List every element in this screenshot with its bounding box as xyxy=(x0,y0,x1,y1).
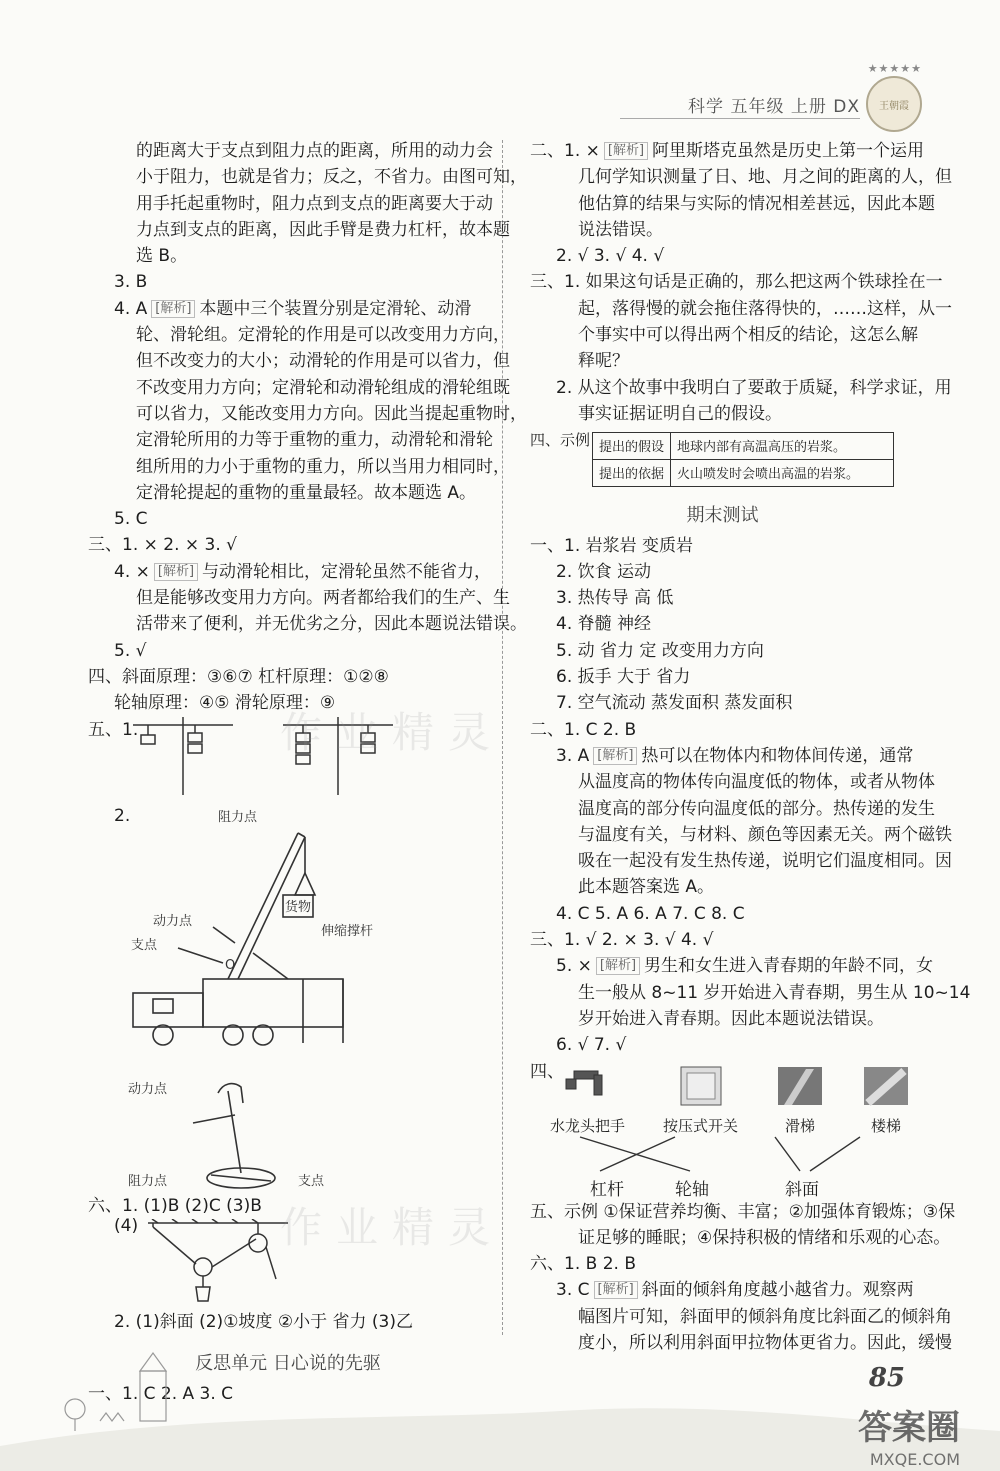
table-row xyxy=(593,459,894,486)
slide-icon xyxy=(776,1065,824,1107)
text-line: 吸在一起没有发生热传递，说明它们温度相同。因 xyxy=(578,851,952,872)
answer-line: 轮轴原理：④⑤ 滑轮原理：⑨ xyxy=(114,693,336,714)
answer-line: 5. C xyxy=(114,509,148,530)
answer-line: 6. √ 7. √ xyxy=(556,1035,627,1056)
page-number: 85 xyxy=(868,1363,905,1393)
target-lever: 杠杆 xyxy=(590,1179,624,1200)
label-pivot: 支点 xyxy=(131,937,158,953)
push-switch-icon xyxy=(677,1065,725,1107)
answer-line: 5. × [解析] 男生和女生进入青春期的年龄不同，女 xyxy=(556,956,934,977)
list-item: 楼梯 xyxy=(862,1065,910,1136)
text-line: 用手托起重物时，阻力点到支点的距离要大于动 xyxy=(136,193,493,214)
machine-icons xyxy=(550,1065,910,1136)
header-rule xyxy=(620,118,860,119)
answer-line: 5. 动 省力 定 改变用力方向 xyxy=(556,640,764,661)
answer-line: 7. 空气流动 蒸发面积 蒸发面积 xyxy=(556,693,793,714)
text-line: 与温度有关，与材料、颜色等因素无关。两个磁铁 xyxy=(578,824,952,845)
text-line: 的距离大于支点到阻力点的距离，所用的动力会 xyxy=(136,141,493,161)
text-line: 不改变用力方向；定滑轮和动滑轮组成的滑轮组既 xyxy=(136,377,510,398)
answer-line: 3. C [解析] 斜面的倾斜角度越小越省力。观察两 xyxy=(556,1280,914,1301)
site-logo: 答案圈 xyxy=(858,1408,960,1448)
text-line: 起，落得慢的就会拖住落得快的，……这样，从一 xyxy=(578,298,952,319)
text-line: 此本题答案选 A。 xyxy=(578,877,715,898)
text-line: 度小，所以利用斜面甲拉物体更省力。因此，缓慢 xyxy=(578,1332,952,1353)
text-line: 温度高的部分传向温度低的部分。热传递的发生 xyxy=(578,798,935,819)
answer-line: 二、1. × [解析] 阿里斯塔克虽然是历史上第一个运用 xyxy=(530,141,925,161)
analysis-marker: [解析] xyxy=(593,747,637,765)
footer-landscape xyxy=(0,1351,1000,1471)
list-item: 水龙头把手 xyxy=(550,1065,625,1136)
text-line: 他估算的结果与实际的情况相差甚远，因此本题 xyxy=(578,193,935,214)
answer-line: 6. 扳手 大于 省力 xyxy=(556,667,691,688)
text-line: 选 B。 xyxy=(136,246,188,267)
balance-figures: 五、1. xyxy=(88,717,488,797)
pulley-figure: (4) xyxy=(88,1219,488,1309)
answer-line: 2. √ 3. √ 4. √ xyxy=(556,246,665,267)
target-incline: 斜面 xyxy=(785,1179,819,1200)
stairs-icon xyxy=(862,1065,910,1107)
label-pivot: 支点 xyxy=(298,1173,325,1189)
answer-line: 一、1. 岩浆岩 变质岩 xyxy=(530,535,694,556)
text-line: 岁开始进入青春期。因此本题说法错误。 xyxy=(578,1008,884,1029)
answer-line: 2. 从这个故事中我明白了要敢于质疑，科学求证，用 xyxy=(556,377,952,398)
label-o: O xyxy=(225,957,236,973)
answer-line: 四、示例 xyxy=(530,431,591,450)
text-line: 说法错误。 xyxy=(578,219,663,240)
text-line: 几何学知识测量了日、地、月之间的距离的人，但 xyxy=(578,167,952,188)
text-line: 但是能够改变用力方向。两者都给我们的生产、生 xyxy=(136,588,510,609)
list-item: 滑梯 xyxy=(776,1065,824,1136)
text-line: 组所用的力小于重物的重力，所以当用力相同时， xyxy=(136,456,510,477)
label-resist-point: 阻力点 xyxy=(218,809,258,825)
text-line: 从温度高的物体传向温度低的物体，或者从物体 xyxy=(578,772,935,793)
answer-line: 5. √ xyxy=(114,640,147,661)
answer-line: 五、示例 ①保证营养均衡、丰富；②加强体育锻炼；③保 xyxy=(530,1201,956,1222)
label-resist-point: 阻力点 xyxy=(128,1173,168,1189)
target-wheel-axle: 轮轴 xyxy=(675,1179,709,1200)
answer-line: 4. C 5. A 6. A 7. C 8. C xyxy=(556,903,745,924)
crane-figure: 2. 阻力点 动力点 支点 货物 伸缩撑杆 O xyxy=(88,803,488,1063)
answer-line: 四、斜面原理：③⑥⑦ 杠杆原理：①②⑧ xyxy=(88,666,389,687)
text-line: 轮、滑轮组。定滑轮的作用是可以改变用力方向， xyxy=(136,325,510,346)
label-force-point: 动力点 xyxy=(153,913,193,929)
analysis-marker: [解析] xyxy=(596,957,640,975)
answer-line: 3. A [解析] 热可以在物体内和物体间传递，通常 xyxy=(556,745,914,766)
page-footer xyxy=(0,1351,1000,1471)
analysis-marker: [解析] xyxy=(151,300,195,318)
broom-diagram xyxy=(123,1063,423,1193)
watermark: 作业精灵 xyxy=(280,1203,505,1252)
list-item: 按压式开关 xyxy=(663,1065,738,1136)
book-title: 科学 五年级 上册 DX xyxy=(688,97,860,117)
table-cell: 提出的依据 xyxy=(593,459,671,486)
text-line: 释呢？ xyxy=(578,351,629,372)
text-line: 幅图片可知，斜面甲的倾斜角度比斜面乙的倾斜角 xyxy=(578,1306,952,1327)
text-line: 小于阻力，也就是省力；反之，不省力。由图可知， xyxy=(136,167,527,188)
answer-line: 3. 热传导 高 低 xyxy=(556,588,674,609)
answer-line: 3. B xyxy=(114,272,148,293)
text-line: 活带来了便利，并无优劣之分，因此本题说法错误。 xyxy=(136,614,527,635)
label-force-point: 动力点 xyxy=(128,1081,168,1097)
label-cargo: 货物 xyxy=(285,899,312,915)
text-line: 事实证据证明自己的假设。 xyxy=(578,403,782,424)
table-cell: 提出的假设 xyxy=(593,432,671,459)
analysis-marker: [解析] xyxy=(154,563,198,581)
watermark: 作业精灵 xyxy=(280,708,505,757)
answer-line: 三、1. × 2. × 3. √ xyxy=(88,535,237,556)
analysis-marker: [解析] xyxy=(594,1281,638,1299)
text-line: 定滑轮提起的重物的重量最轻。故本题选 A。 xyxy=(136,482,477,503)
label-arm: 伸缩撑杆 xyxy=(321,923,374,939)
table-row xyxy=(593,432,894,459)
text-line: 定滑轮所用的力等于重物的重力，动滑轮和滑轮 xyxy=(136,430,493,451)
broom-figure xyxy=(88,1063,488,1193)
stars-icon: ★★★★★ xyxy=(867,62,922,75)
text-line: 证足够的睡眠；④保持积极的情绪和乐观的心态。 xyxy=(578,1227,951,1248)
answer-line: 三、1. √ 2. × 3. √ 4. √ xyxy=(530,930,714,951)
table-cell: 地球内部有高温高压的岩浆。 xyxy=(671,432,894,459)
answer-line: 三、1. 如果这句话是正确的，那么把这两个铁球拴在一 xyxy=(530,272,943,293)
answer-line: 六、1. (1)B (2)C (3)B xyxy=(88,1195,262,1216)
answer-line: 4. 脊髓 神经 xyxy=(556,614,652,635)
matching-figure: 四、 水龙头把手 按压式开关 滑梯 楼梯 杠杆 轮轴 斜面 xyxy=(530,1059,915,1199)
answer-line: 2. 饮食 运动 xyxy=(556,561,652,582)
table-cell: 火山喷发时会喷出高温的岩浆。 xyxy=(671,459,894,486)
faucet-icon xyxy=(564,1065,612,1107)
answer-line: 二、1. C 2. B xyxy=(530,719,637,740)
answer-line: 2. (1)斜面 (2)①坡度 ②小于 省力 (3)乙 xyxy=(114,1311,413,1332)
site-url: MXQE.COM xyxy=(869,1450,960,1469)
text-line: 力点到支点的距离，因此手臂是费力杠杆，故本题 xyxy=(136,219,510,240)
answer-line: 4. × [解析] 与动滑轮相比，定滑轮虽然不能省力， xyxy=(114,561,492,582)
section-title: 反思单元 日心说的先驱 xyxy=(195,1353,381,1375)
text-line: 生一般从 8~11 岁开始进入青春期，男生从 10~14 xyxy=(578,982,971,1003)
answer-line: 六、1. B 2. B xyxy=(530,1254,636,1275)
text-line: 可以省力，又能改变用力方向。因此当提起重物时， xyxy=(136,403,527,424)
matching-lines xyxy=(530,1135,910,1195)
right-column xyxy=(530,138,971,1356)
answer-line: 4. A [解析] 本题中三个装置分别是定滑轮、动滑 xyxy=(114,298,472,319)
brand-seal-icon: 王朝霞 xyxy=(866,76,922,132)
hypothesis-table xyxy=(592,432,894,487)
answer-line: 一、1. C 2. A 3. C xyxy=(88,1384,234,1405)
text-line: 但不改变力的大小；动滑轮的作用是可以省力，但 xyxy=(136,351,510,372)
section-title: 期末测试 xyxy=(686,504,759,526)
text-line: 个事实中可以得出两个相反的结论，这怎么解 xyxy=(578,325,918,346)
page-header xyxy=(600,62,930,120)
crane-diagram xyxy=(123,803,423,1063)
analysis-marker: [解析] xyxy=(604,142,648,160)
